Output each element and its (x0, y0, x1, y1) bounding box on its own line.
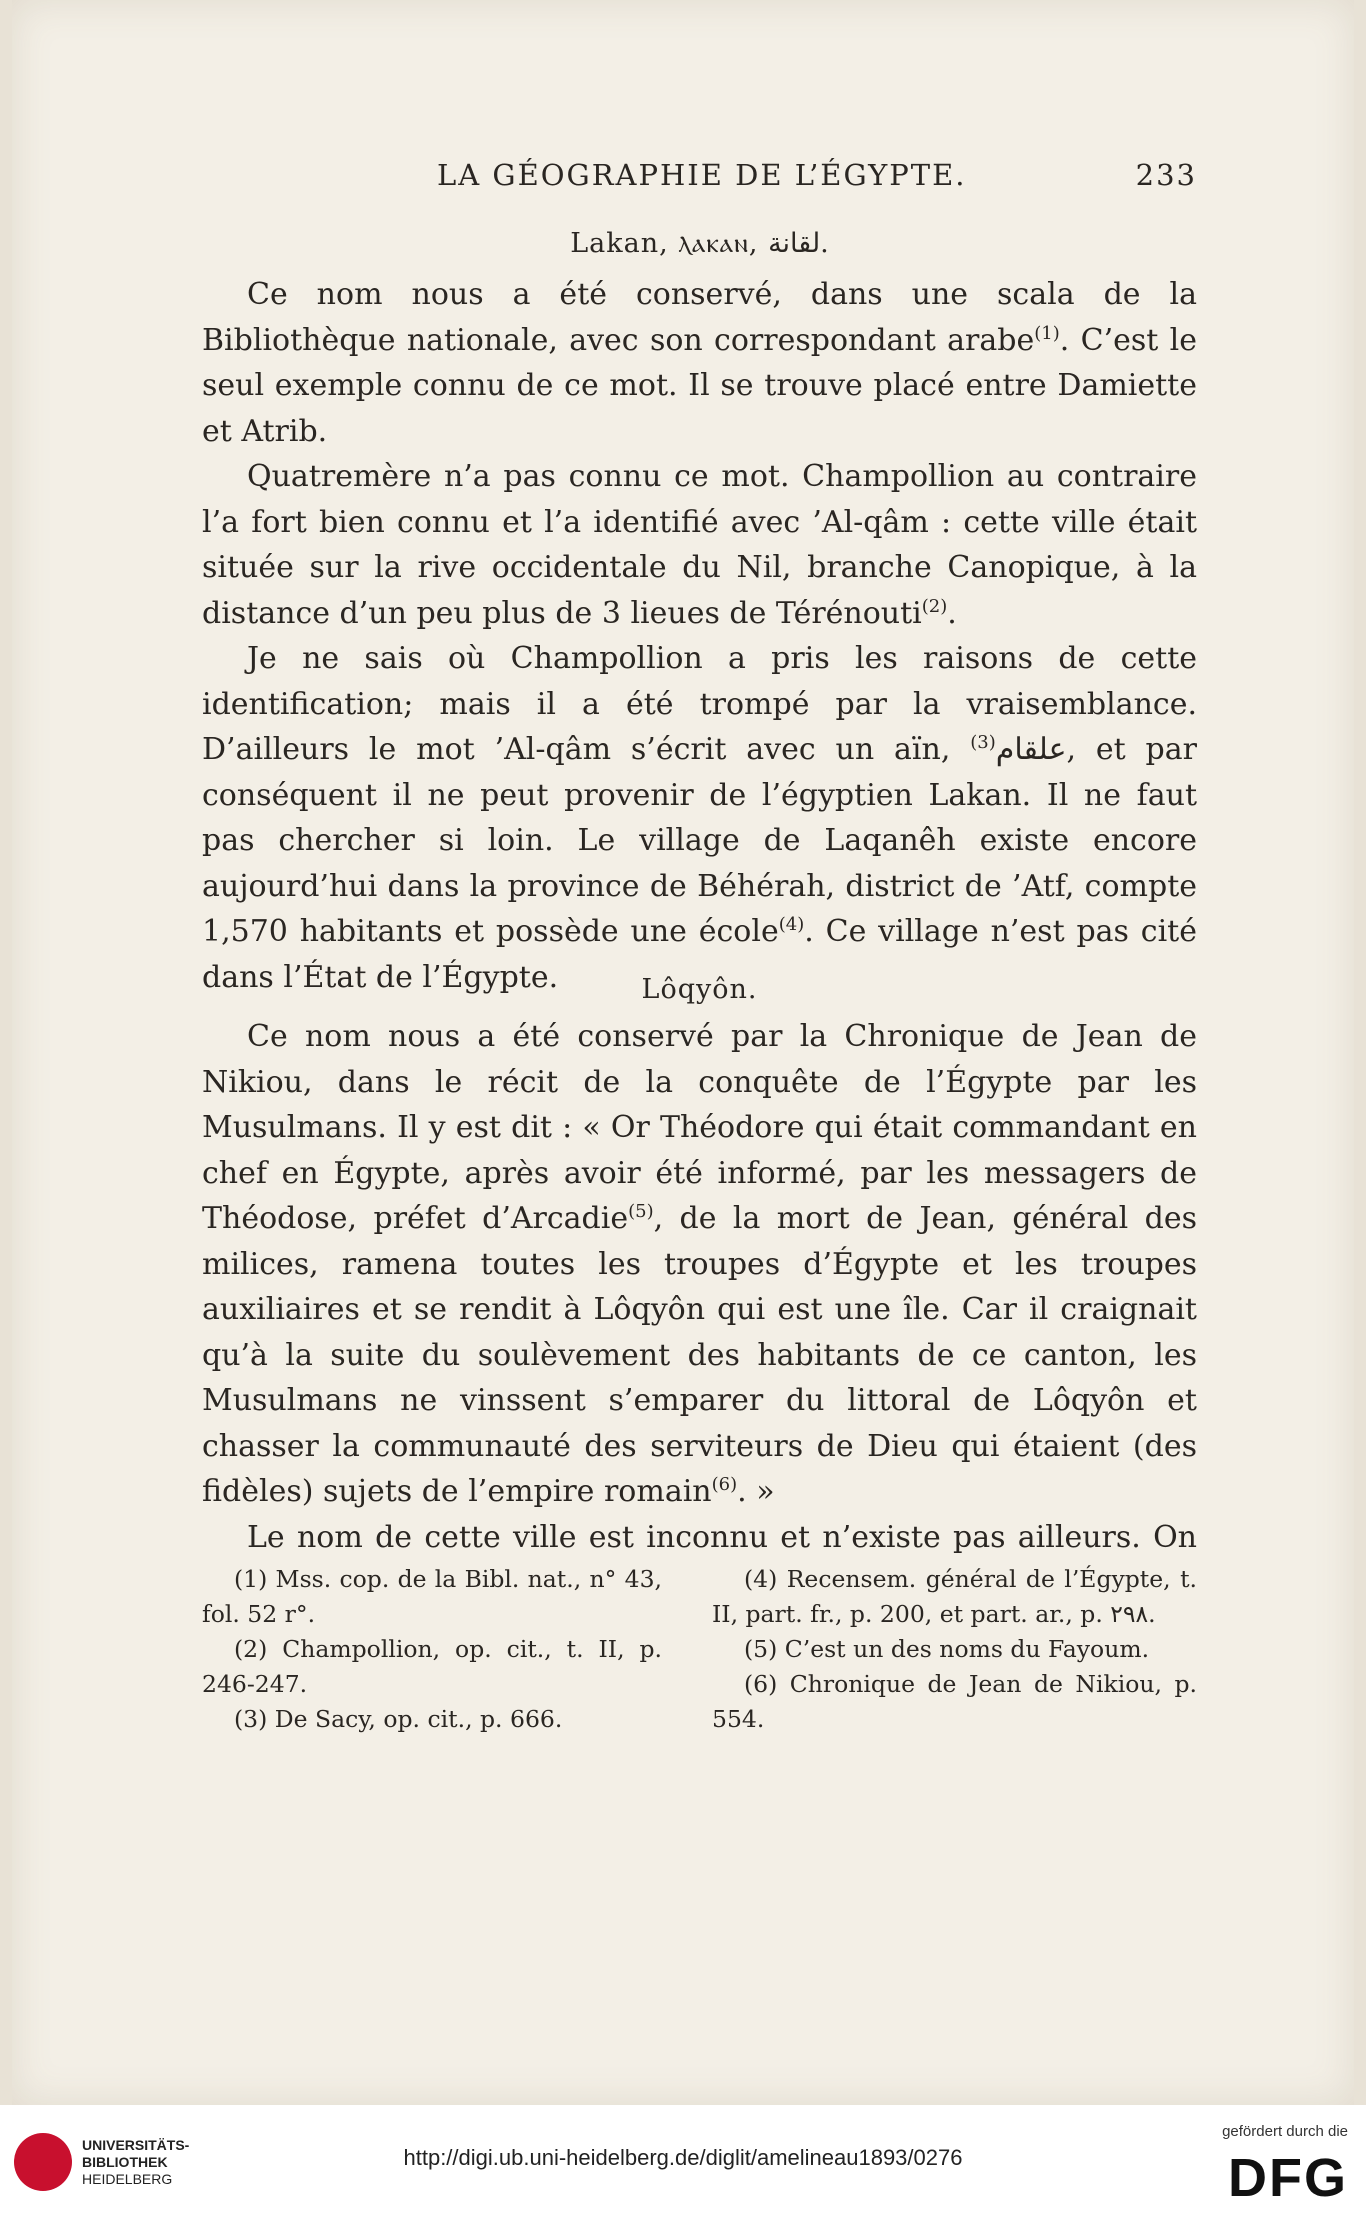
footnote: (4) Recensem. général de l’Égypte, t. II, part. fr., p. 200, et part. ar., p. ٢٩٨. (712, 1565, 1197, 1628)
paragraph: Je ne sais où Champollion a pris les raisons de cette identification; mais il a été trompé par la vraisemblance. D’ailleurs le mot ’Al-qâm s’écrit avec un aïn, علقام$^{(3)}$ , et par conséquent il ne peut provenir de l’égyptien Lakan. Il ne faut pas chercher si loin. Le village de Laqanêh existe encore aujourd’hui dans la province de Béhérah, district de ’Atf, compte 1,570 habitants et possède une école$^{(4)}$. Ce village n’est pas cité dans l’État de l’Égypte. (202, 641, 1197, 995)
library-name: UNIVERSITÄTS- BIBLIOTHEK HEIDELBERG (82, 2137, 190, 2187)
paragraph: Ce nom nous a été conservé par la Chronique de Jean de Nikiou, dans le récit de la conquête de l’Égypte par les Musulmans. Il y est dit : « Or Théodore qui était commandant en chef en Égypte, après avoir été informé, par les messagers de Théodose, préfet d’Arcadie$^{(5)}$, de la mort de Jean, général des milices, ramena toutes les troupes d’Égypte et les troupes auxiliaires et se rendit à Lôqyôn qui est une île. Car il craignait qu’à la suite du soulèvement des habitants de ce canton, les Musulmans ne vinssent s’emparer du littoral de Lôqyôn et chasser la communauté des serviteurs de Dieu qui étaient (des fidèles) sujets de l’empire romain$^{(6)}$. » (202, 1019, 1197, 1509)
section-heading-loqyon: Lôqyôn. (641, 974, 758, 1005)
note-ref: (4) (778, 914, 805, 935)
dfg-logo: DFG (1228, 2148, 1348, 2208)
footnote: (5) C’est un des noms du Fayoum. (744, 1635, 1150, 1663)
section-body-lakan (202, 272, 1197, 1000)
note-ref: (2) (921, 595, 948, 617)
section-body-loqyon (202, 1014, 1197, 1560)
note-ref: (6) (711, 1474, 738, 1495)
page-number: 233 (1135, 158, 1197, 192)
viewer-footer (0, 2105, 1366, 2220)
section-heading-lakan: Lakan, ⲗⲁⲕⲁⲛ, لقانة. (570, 228, 829, 259)
note-ref: (3) (970, 732, 996, 753)
note-ref: (5) (628, 1201, 654, 1222)
footnotes-left (202, 1562, 662, 1737)
footnote: (3) De Sacy, op. cit., p. 666. (234, 1705, 563, 1733)
footnote: (1) Mss. cop. de la Bibl. nat., n° 43, fol. 52 r°. (202, 1565, 662, 1628)
funding-note: gefördert durch die (1222, 2123, 1348, 2140)
footnote: (6) Chronique de Jean de Nikiou, p. 554. (712, 1670, 1197, 1733)
paragraph: Le nom de cette ville est inconnu et n’existe pas ailleurs. On (247, 1519, 1197, 1555)
footnotes-right (712, 1562, 1197, 1737)
running-title: LA GÉOGRAPHIE DE L’ÉGYPTE. (437, 158, 967, 192)
book-page (12, 0, 1354, 2105)
permalink-url[interactable]: http://digi.ub.uni-heidelberg.de/diglit/amelineau1893/0276 (403, 2145, 963, 2170)
note-ref: (1) (1034, 322, 1060, 344)
paragraph: Ce nom nous a été conservé, dans une scala de la Bibliothèque nationale, avec son correspondant arabe$^{(1)}$. C’est le seul exemple connu de ce mot. Il se trouve placé entre Damiette et Atrib. (202, 277, 1198, 449)
footnote: (2) Champollion, op. cit., t. II, p. 246-247. (202, 1635, 662, 1698)
paragraph: Quatremère n’a pas connu ce mot. Champollion au contraire l’a fort bien connu et l’a identifié avec ’Al-qâm : cette ville était située sur la rive occidentale du Nil, branche Canopique, à la distance d’un peu plus de 3 lieues de Térénouti$^{(2)}$. (202, 459, 1197, 631)
